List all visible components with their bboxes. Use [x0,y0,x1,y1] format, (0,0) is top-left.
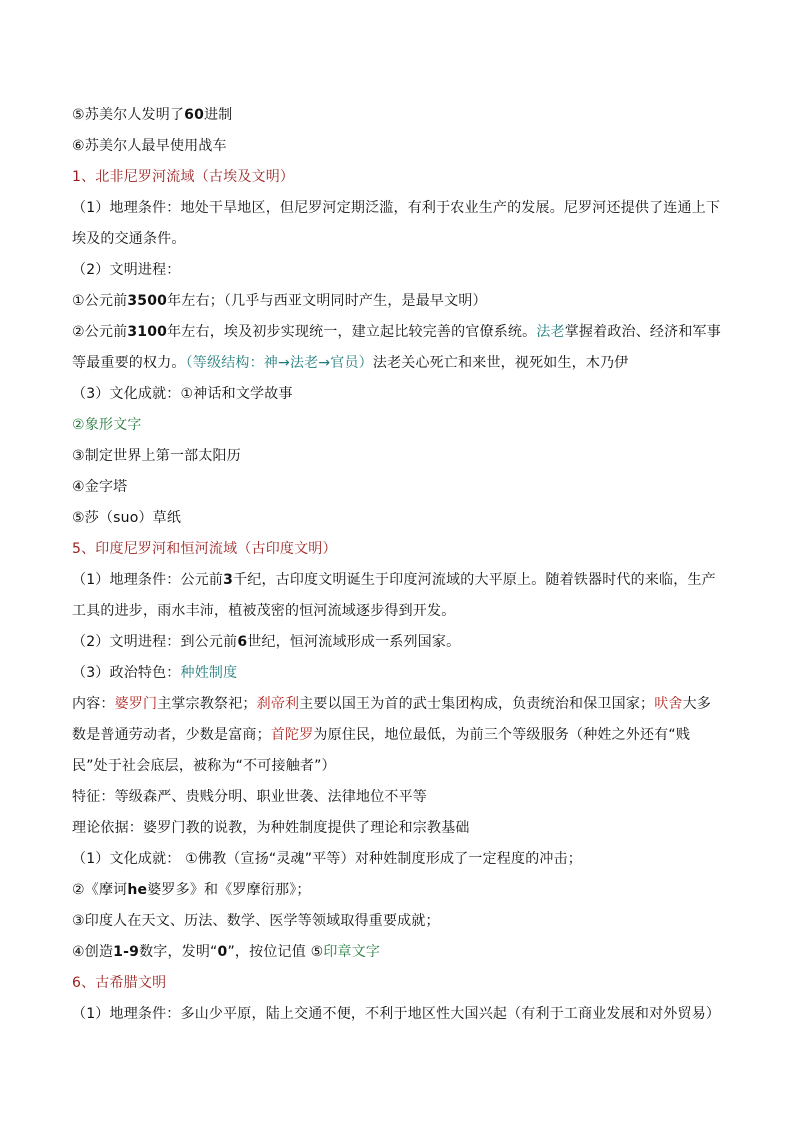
document-page [72,100,722,1030]
kshatriya-highlight: 刹帝利 [256,696,300,712]
caste-system-highlight: 种姓制度 [180,665,238,681]
egypt-heading: 1、北非尼罗河流域（古埃及文明） [72,169,295,185]
seal-script-highlight: 印章文字 [323,944,381,960]
egypt-process-title: （2）文明进程： [72,262,181,278]
egypt-process-2: ②公元前3100年左右，埃及初步实现统一，建立起比较完善的官僚系统。法老掌握着政治、经济和军事等最重要的权力。（等级结构：神→法老→官员）法老关心死亡和来世，视死如生，木乃伊 [72,324,721,371]
sumer-item-5: ⑤苏美尔人发明了60进制 [72,107,233,123]
greece-heading: 6、古希腊文明 [72,975,167,991]
vaishya-highlight: 吠舍 [654,696,683,712]
india-culture-title: （1）文化成就： ①佛教（宣扬“灵魂”平等）对种姓制度形成了一定程度的冲击； [72,851,583,867]
egypt-culture-3: ③制定世界上第一部太阳历 [72,448,241,464]
egypt-culture-5: ⑤莎（suo）草纸 [72,510,182,526]
hierarchy-highlight: （等级结构：神→法老→官员） [185,355,373,371]
egypt-culture-2: ②象形文字 [72,417,142,433]
india-process: （2）文明进程：到公元前6世纪，恒河流域形成一系列国家。 [72,634,461,650]
sumer-item-6: ⑥苏美尔人最早使用战车 [72,138,227,154]
pharaoh-highlight: 法老 [536,324,565,340]
egypt-culture-4: ④金字塔 [72,479,128,495]
india-caste-content: 内容：婆罗门主掌宗教祭祀；刹帝利主要以国王为首的武士集团构成，负责统治和保卫国家；吠舍大多数是普通劳动者，少数是富商；首陀罗为原住民，地位最低，为前三个等级服务（种姓之外还有“贱民”处于社会底层，被称为“不可接触者”） [72,696,712,774]
egypt-culture-title: （3）文化成就：①神话和文学故事 [72,386,293,402]
egypt-geography: （1）地理条件：地处干旱地区，但尼罗河定期泛滥，有利于农业生产的发展。尼罗河还提供了连通上下埃及的交通条件。 [72,200,721,247]
india-culture-2: ②《摩诃he婆罗多》和《罗摩衍那》； [72,882,311,898]
india-heading: 5、印度尼罗河和恒河流域（古印度文明） [72,541,337,557]
india-culture-3: ③印度人在天文、历法、数学、医学等领域取得重要成就； [72,913,440,929]
india-culture-4: ④创造1-9数字，发明“0”，按位记值 ⑤印章文字 [72,944,381,960]
egypt-process-1: ①公元前3500年左右；（几乎与西亚文明同时产生，是最早文明） [72,293,487,309]
shudra-highlight: 首陀罗 [270,727,314,743]
greece-geography: （1）地理条件：多山少平原，陆上交通不便，不利于地区性大国兴起（有利于工商业发展和对外贸易） [72,1006,721,1022]
india-theory: 理论依据：婆罗门教的说教，为种姓制度提供了理论和宗教基础 [72,820,470,836]
india-geography: （1）地理条件：公元前3千纪，古印度文明诞生于印度河流域的大平原上。随着铁器时代的来临，生产工具的进步，雨水丰沛，植被茂密的恒河流域逐步得到开发。 [72,572,716,619]
india-features: 特征：等级森严、贵贱分明、职业世袭、法律地位不平等 [72,789,427,805]
india-politics: （3）政治特色：种姓制度 [72,665,238,681]
brahmin-highlight: 婆罗门 [114,696,158,712]
